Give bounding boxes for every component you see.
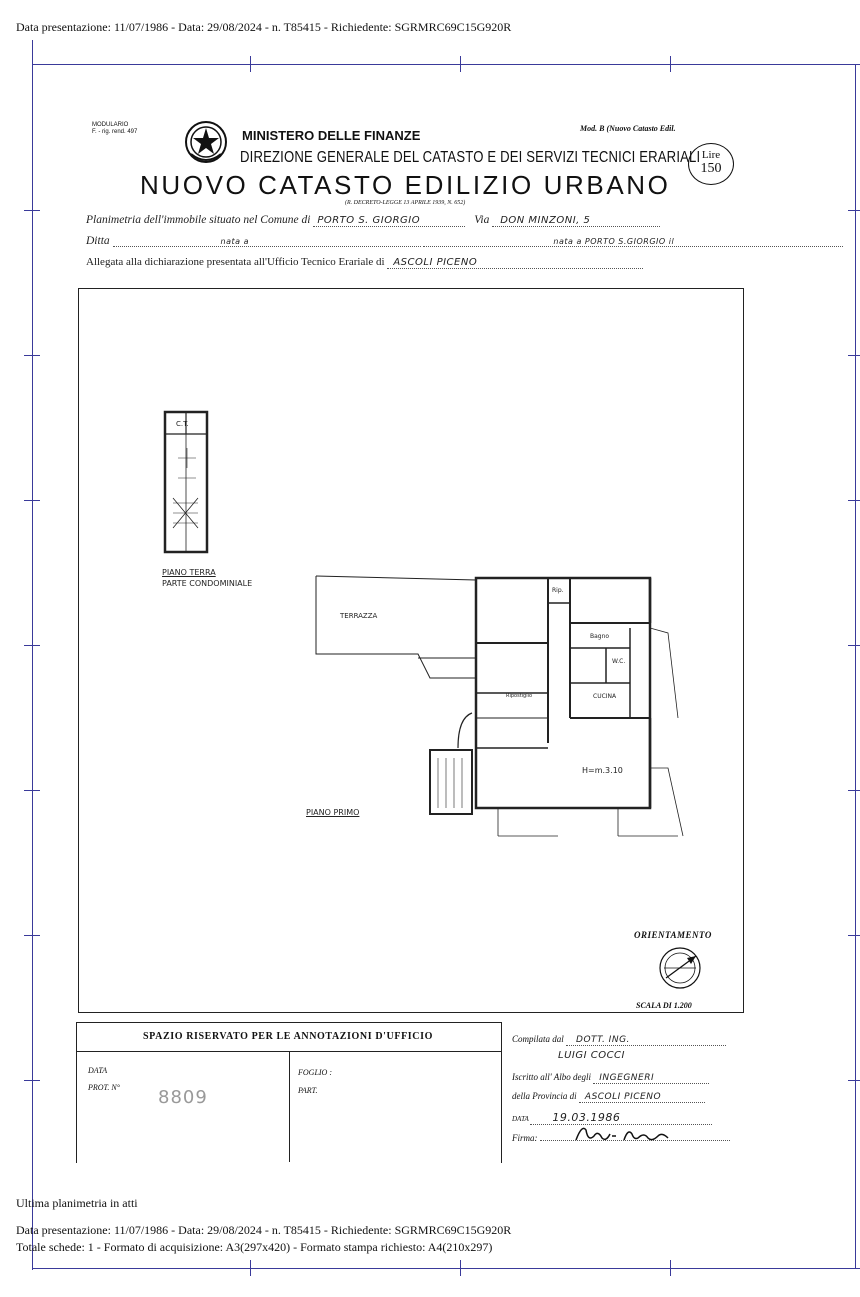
ultima-planimetria: Ultima planimetria in atti [16,1196,138,1210]
stamp-lire [688,143,734,185]
ufficio-value: ASCOLI PICENO [387,257,643,269]
ditta-value-1: nata a [113,237,421,247]
allegata-line [86,256,643,269]
height-label: H=m.3.10 [582,766,623,775]
via-label: Via [474,214,490,226]
iscritto-line [512,1072,709,1084]
provincia-value: ASCOLI PICENO [579,1092,705,1103]
modulario-sub: F. - rig. rend. 497 [92,129,138,135]
compiler-name: LUIGI COCCI [558,1050,625,1061]
firma-label: Firma: [512,1133,538,1143]
ministry-title: MINISTERO DELLE FINANZE [242,128,421,143]
frame-top [32,64,860,65]
office-box-title: SPAZIO RISERVATO PER LE ANNOTAZIONI D'UFFICIO [143,1031,433,1042]
planimetria-label: Planimetria dell'immobile situato nel Comune di [86,214,311,226]
cucina-label: CUCINA [593,693,617,700]
office-data-label: DATA [88,1066,108,1075]
republic-emblem-icon [183,118,229,166]
scala-label: SCALA DI 1.200 [636,1001,692,1010]
compass-icon [656,944,704,992]
catasto-title: NUOVO CATASTO EDILIZIO URBANO [140,170,671,200]
office-prot-label: PROT. N° [88,1083,120,1092]
ditta-label: Ditta [86,235,110,247]
frame-left [32,40,33,1270]
piano-primo-label: PIANO PRIMO [306,808,360,817]
ditta-line [86,235,843,247]
office-prot-value: 8809 [158,1087,208,1108]
decree-text: (R. DECRETO-LEGGE 13 APRILE 1939, N. 652) [345,200,466,206]
floor-plan-drawing [78,288,744,1014]
wc-label: W.C. [612,658,626,665]
piano-terra-label: PIANO TERRA [162,568,216,577]
header-top-line: Data presentazione: 11/07/1986 - Data: 29/08/2024 - n. T85415 - Richiedente: SGRMRC69C15G920R [16,20,512,34]
ripostiglio-label: Ripostiglio [506,693,533,699]
modulario-label [92,122,137,136]
provincia-label: della Provincia di [512,1091,577,1101]
allegata-label: Allegata alla dichiarazione presentata all'Ufficio Tecnico Erariale di [86,256,385,268]
comune-value: PORTO S. GIORGIO [313,215,465,227]
ct-label: C.T. [176,420,189,428]
stamp-lire-label: Lire [701,149,721,161]
iscritto-label: Iscritto all' Albo degli [512,1072,592,1082]
compilata-value: DOTT. ING. [566,1035,726,1046]
office-part-label: PART. [298,1086,318,1095]
via-value: DON MINZONI, 5 [492,215,660,227]
office-box-vertical [289,1052,290,1162]
bagno-label: Bagno [590,633,610,640]
frame-right [855,64,856,1269]
stamp-value: 150 [700,161,722,176]
footer-line-2: Totale schede: 1 - Formato di acquisizione: A3(297x420) - Formato stampa richiesto: A4(210x297) [16,1240,493,1254]
office-foglio-label: FOGLIO : [298,1068,332,1077]
compiler-data-label: DATA [512,1115,529,1123]
iscritto-value: INGEGNERI [593,1073,709,1084]
compiler-data-value: 19.03.1986 [530,1111,712,1125]
orientamento-label: ORIENTAMENTO [634,930,712,940]
compilata-line [512,1034,726,1046]
directorate-title: DIREZIONE GENERALE DEL CATASTO E DEI SERVIZI TECNICI ERARIALI [240,149,701,166]
rip-label: Rip. [552,587,564,594]
planimetria-line [86,214,660,227]
modulario-text: MODULARIO [92,122,129,128]
compilata-label: Compilata dal [512,1034,564,1044]
mod-b-label: Mod. B (Nuovo Catasto Edil. [580,124,676,133]
signature-icon [572,1120,682,1150]
footer-line-1: Data presentazione: 11/07/1986 - Data: 29/08/2024 - n. T85415 - Richiedente: SGRMRC69C15G920R [16,1223,512,1237]
terrazza-label: TERRAZZA [340,612,378,620]
provincia-line [512,1091,705,1103]
parte-condominiale-label: PARTE CONDOMINIALE [162,579,253,588]
ditta-value-2: nata a PORTO S.GIORGIO il [423,237,843,247]
frame-bottom [32,1268,860,1269]
